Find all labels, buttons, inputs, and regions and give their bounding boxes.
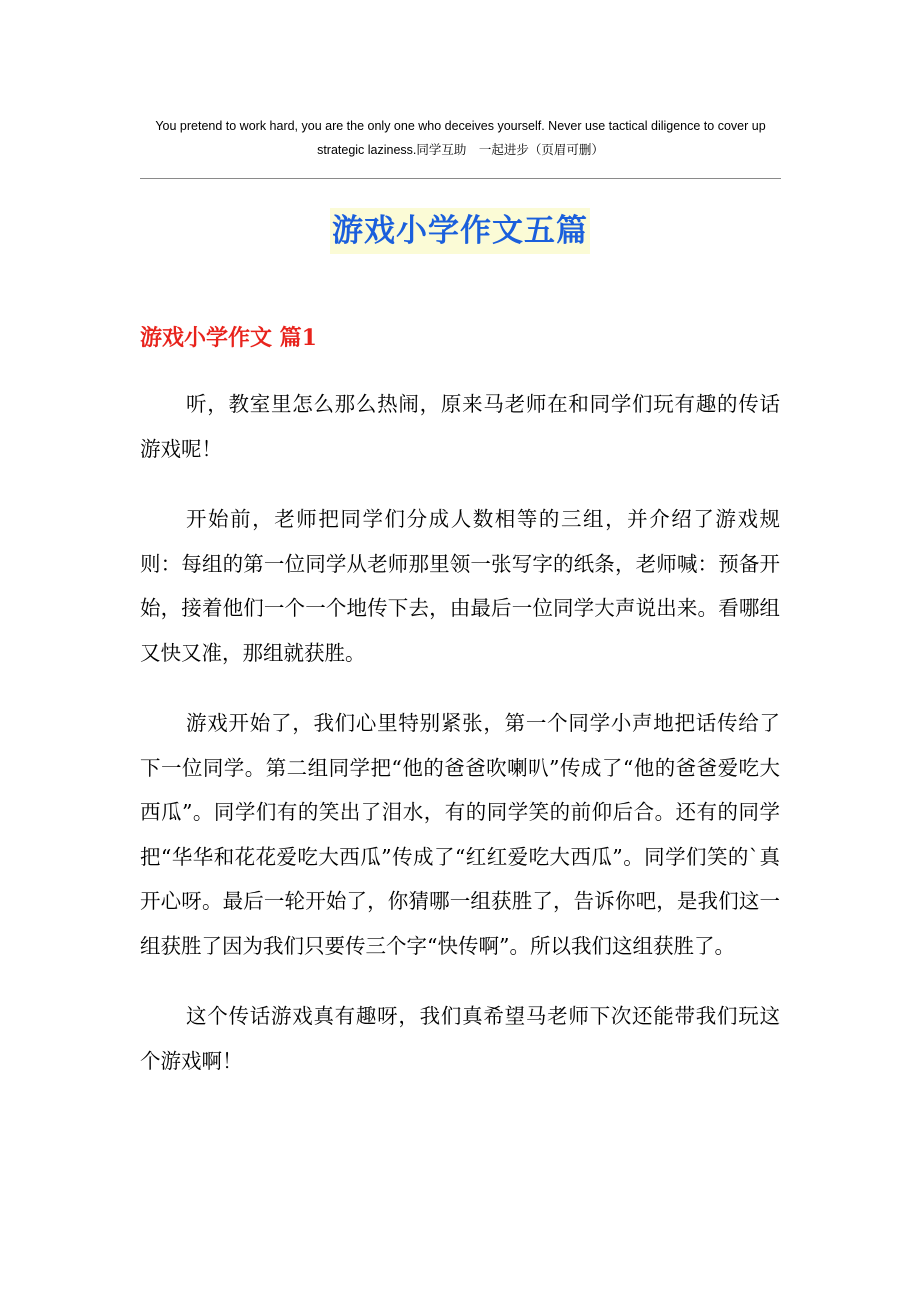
header-line-2: strategic laziness.同学互助 一起进步（页眉可删） [317, 143, 604, 157]
header-divider [140, 178, 781, 179]
section-body [140, 382, 780, 1109]
body-paragraph-2: 开始前，老师把同学们分成人数相等的三组，并介绍了游戏规则：每组的第一位同学从老师那里领一张写字的纸条，老师喊：预备开始，接着他们一个一个地传下去，由最后一位同学大声说出来。看哪组又快又准，那组就获胜。 [140, 507, 780, 665]
body-paragraph-1: 听，教室里怎么那么热闹，原来马老师在和同学们玩有趣的传话游戏呢！ [140, 392, 780, 461]
body-paragraph-4: 这个传话游戏真有趣呀，我们真希望马老师下次还能带我们玩这个游戏啊！ [140, 1004, 780, 1073]
document-title: 游戏小学作文五篇 [330, 208, 590, 254]
body-paragraph-3: 游戏开始了，我们心里特别紧张，第一个同学小声地把话传给了下一位同学。第二组同学把“他的爸爸吹喇叭”传成了“他的爸爸爱吃大西瓜”。同学们有的笑出了泪水，有的同学笑的前仰后合。还有的同学把“华华和花花爱吃大西瓜”传成了“红红爱吃大西瓜”。同学们笑的`真开心呀。最后一轮开始了，你猜哪一组获胜了，告诉你吧，是我们这一组获胜了因为我们只要传三个字“快传啊”。所以我们这组获胜了。 [140, 711, 780, 958]
page-header [140, 114, 781, 162]
document-title-container [0, 208, 920, 254]
header-line-1: You pretend to work hard, you are the only one who deceives yourself. Never use tactical diligence to cover up [155, 119, 766, 133]
section-heading: 游戏小学作文 篇1 [140, 325, 317, 351]
